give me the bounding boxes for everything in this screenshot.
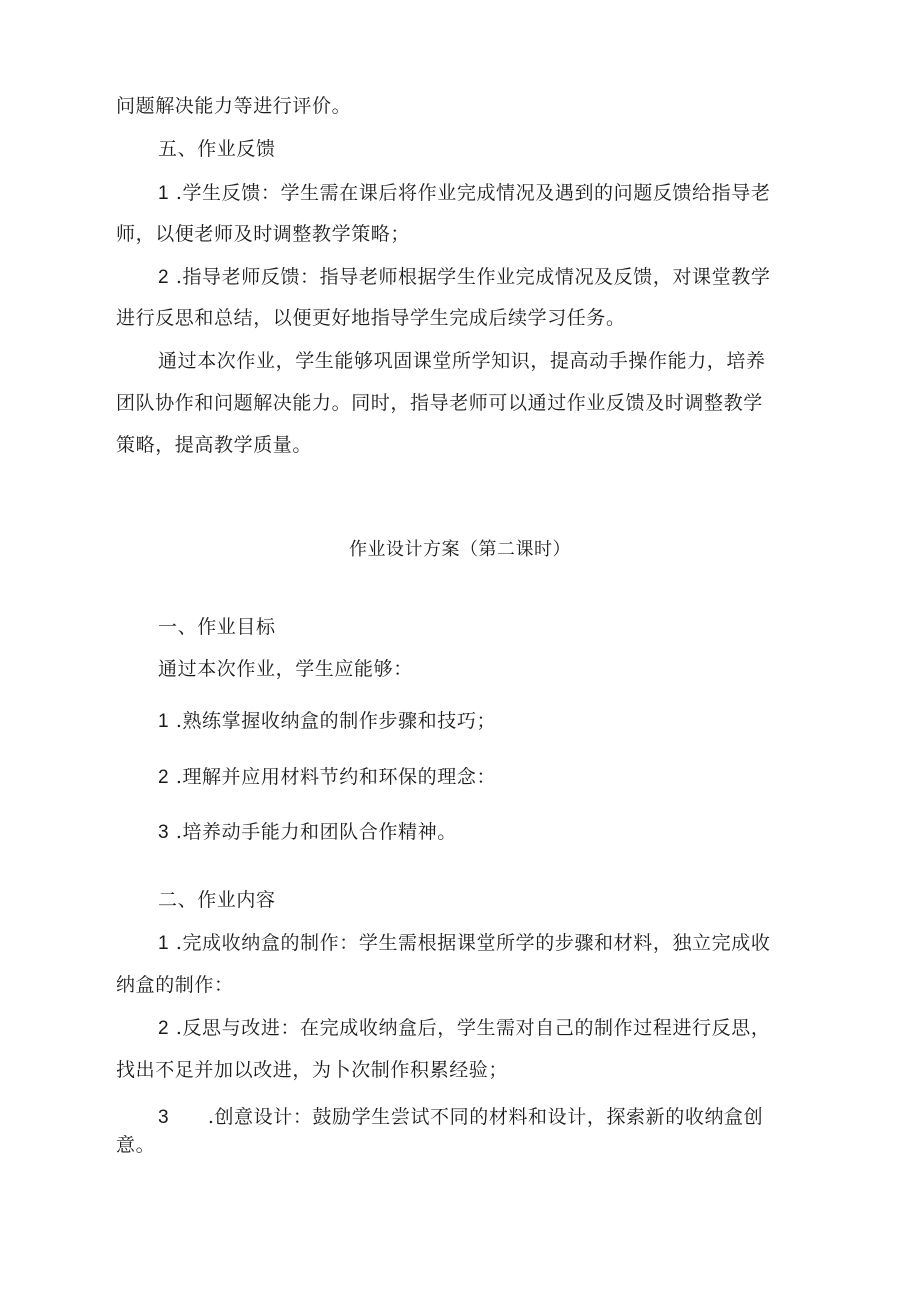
content-item-2-line-1 (158, 1016, 770, 1041)
item-number: 2 (158, 1018, 170, 1039)
item-number: 1 (158, 933, 170, 954)
section-heading-feedback: 五、作业反馈 (158, 138, 276, 160)
item-text: .反思与改进：在完成收纳盒后，学生需对自己的制作过程进行反思， (175, 1017, 771, 1039)
item-text: .完成收纳盒的制作：学生需根据课堂所学的步骤和材料，独立完成收 (175, 932, 771, 954)
item-text: .熟练掌握收纳盒的制作步骤和技巧； (175, 710, 497, 732)
summary-line-2: 团队协作和问题解决能力。同时，指导老师可以通过作业反馈及时调整教学 (116, 392, 763, 414)
item-text: .指导老师反馈：指导老师根据学生作业完成情况及反馈，对课堂教学 (175, 266, 771, 288)
feedback-item-2-line-1 (158, 265, 770, 290)
goal-item-3 (158, 820, 457, 845)
feedback-item-1-line-1 (158, 181, 770, 206)
goals-intro: 通过本次作业，学生应能够： (158, 658, 413, 680)
content-item-2-line-2: 找出不足并加以改进，为卜次制作积累经验； (116, 1059, 509, 1081)
item-number: 2 (158, 267, 170, 288)
document-title: 作业设计方案（第二课时） (349, 539, 571, 560)
item-number: 1 (158, 183, 170, 204)
item-number: 3 (158, 1107, 170, 1128)
item-number: 2 (158, 767, 170, 788)
content-item-1-line-1 (158, 931, 770, 956)
summary-line-1: 通过本次作业，学生能够巩固课堂所学知识，提高动手操作能力，培养 (158, 350, 766, 372)
item-text: .学生反馈：学生需在课后将作业完成情况及遇到的问题反馈给指导老 (175, 182, 771, 204)
feedback-item-2-line-2: 进行反思和总结，以便更好地指导学生完成后续学习任务。 (116, 307, 626, 329)
item-text: .培养动手能力和团队合作精神。 (175, 821, 457, 843)
item-number: 3 (158, 822, 170, 843)
goal-item-1 (158, 709, 496, 734)
item-text: .创意设计：鼓励学生尝试不同的材料和设计，探索新的收纳盒创 (207, 1106, 764, 1128)
item-text: .理解并应用材料节约和环保的理念： (175, 766, 497, 788)
item-number: 1 (158, 711, 170, 732)
content-item-1-line-2: 纳盒的制作： (116, 974, 234, 996)
section-heading-content: 二、作业内容 (158, 889, 276, 911)
section-heading-goals: 一、作业目标 (158, 616, 276, 638)
summary-line-3: 策略，提高教学质量。 (116, 434, 313, 456)
paragraph-line: 问题解决能力等进行评价。 (116, 95, 352, 117)
content-item-3-line-1 (158, 1105, 763, 1130)
feedback-item-1-line-2: 师，以便老师及时调整教学策略； (116, 223, 411, 245)
goal-item-2 (158, 765, 496, 790)
content-item-3-line-2: 意。 (116, 1134, 156, 1156)
